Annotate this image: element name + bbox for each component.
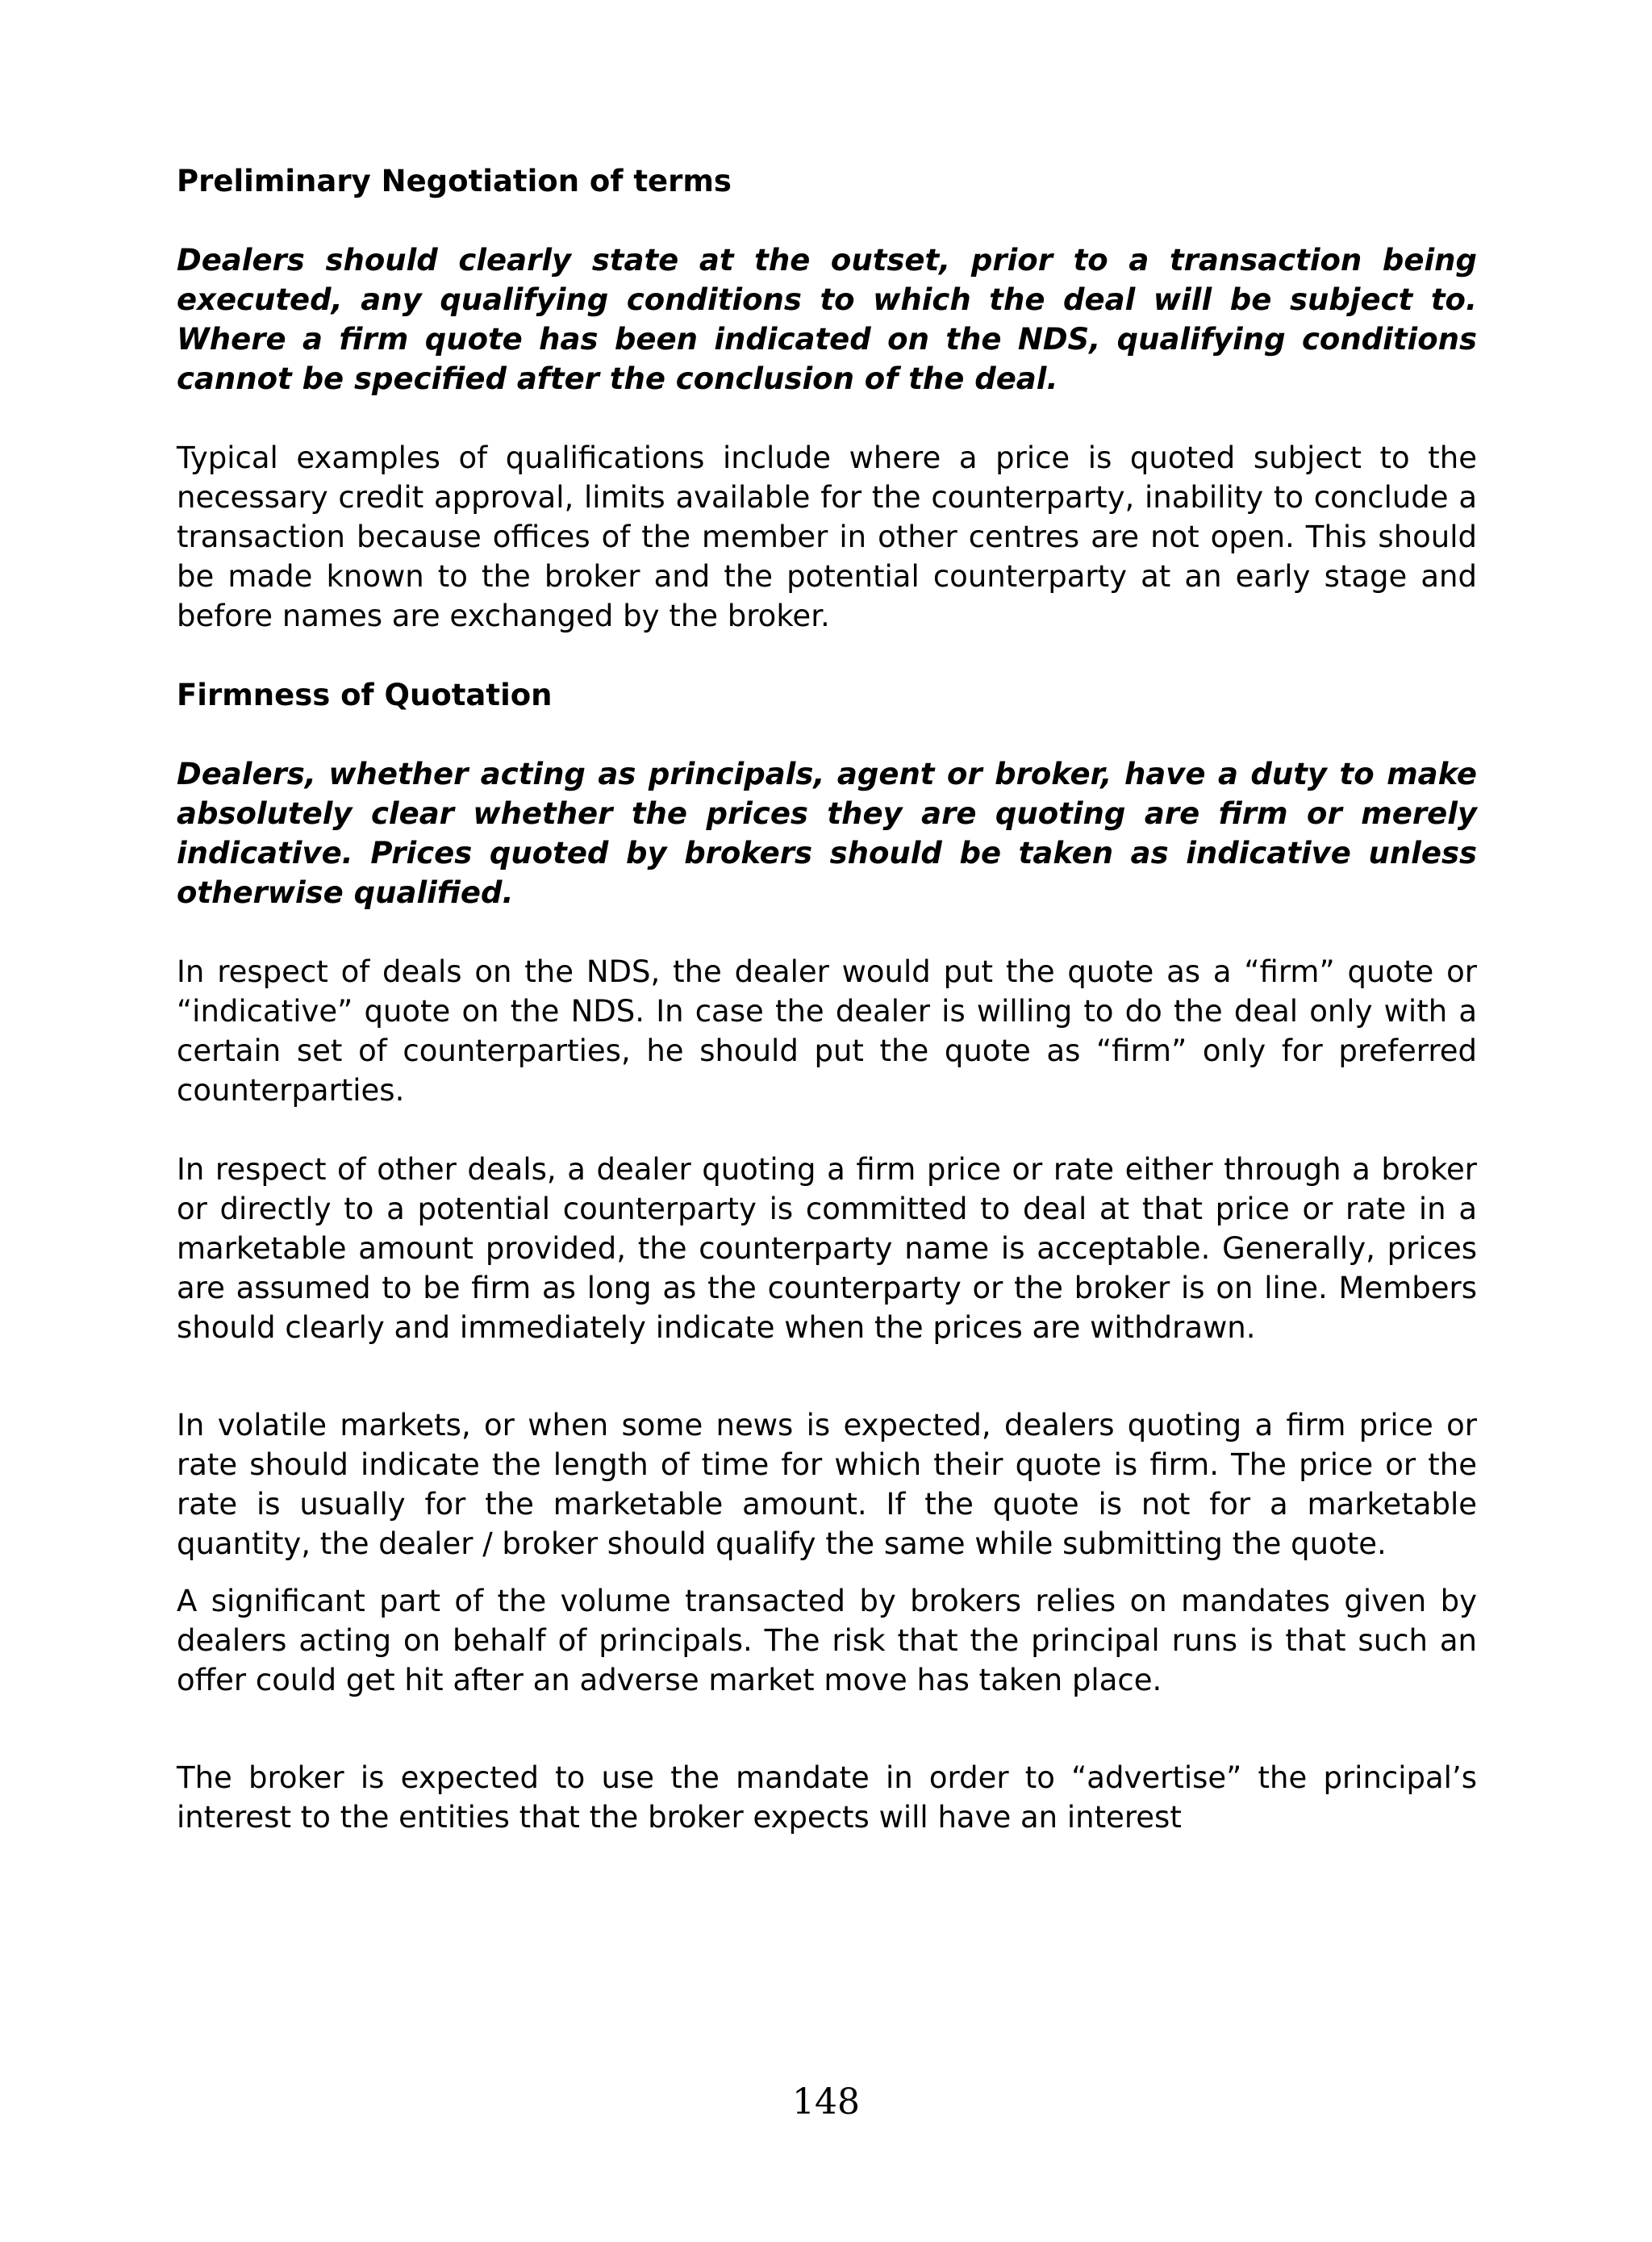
emphasis-paragraph-qualifying-conditions: Dealers should clearly state at the outset, prior to a transaction being executed, any qualifying conditions to which the deal will be subject to. Where a firm quote has been indicated on the NDS, qualifying conditions cannot be specified after the conclusion of the deal. [177,243,1477,396]
document-page [177,161,1477,1877]
body-paragraph-other-deals: In respect of other deals, a dealer quoting a firm price or rate either through a broker or directly to a potential counterparty is committed to deal at that price or rate in a marketable amount provided, the counterparty name is acceptable. Generally, prices are assumed to be firm as long as the counterparty or the broker is on line. Members should clearly and immediately indicate when the prices are withdrawn. [177,1152,1477,1345]
body-paragraph-mandates: A significant part of the volume transacted by brokers relies on mandates given by dealers acting on behalf of principals. The risk that the principal runs is that such an offer could get hit after an adverse market move has taken place. [177,1584,1477,1697]
body-paragraph-qualification-examples: Typical examples of qualifications include where a price is quoted subject to the necessary credit approval, limits available for the counterparty, inability to conclude a transaction because offices of the member in other centres are not open. This should be made known to the broker and the potential counterparty at an early stage and before names are exchanged by the broker. [177,440,1477,633]
body-paragraph-nds-deals: In respect of deals on the NDS, the dealer would put the quote as a “firm” quote or “indicative” quote on the NDS. In case the dealer is willing to do the deal only with a certain set of counterparties, he should put the quote as “firm” only for preferred counterparties. [177,954,1477,1108]
section-heading-preliminary-negotiation: Preliminary Negotiation of terms [177,164,732,198]
section-heading-firmness-of-quotation: Firmness of Quotation [177,678,553,712]
body-paragraph-volatile-markets: In volatile markets, or when some news is expected, dealers quoting a firm price or rate should indicate the length of time for which their quote is firm. The price or the rate is usually for the marketable amount. If the quote is not for a marketable quantity, the dealer / broker should qualify the same while submitting the quote. [177,1408,1477,1561]
body-paragraph-broker-mandate-use: The broker is expected to use the mandate in order to “advertise” the principal’s interest to the entities that the broker expects will have an interest [177,1760,1477,1835]
page-number: 148 [792,2081,860,2123]
emphasis-paragraph-firm-or-indicative: Dealers, whether acting as principals, agent or broker, have a duty to make absolutely clear whether the prices they are quoting are firm or merely indicative. Prices quoted by brokers should be taken as indicative unless otherwise qualified. [177,757,1477,910]
